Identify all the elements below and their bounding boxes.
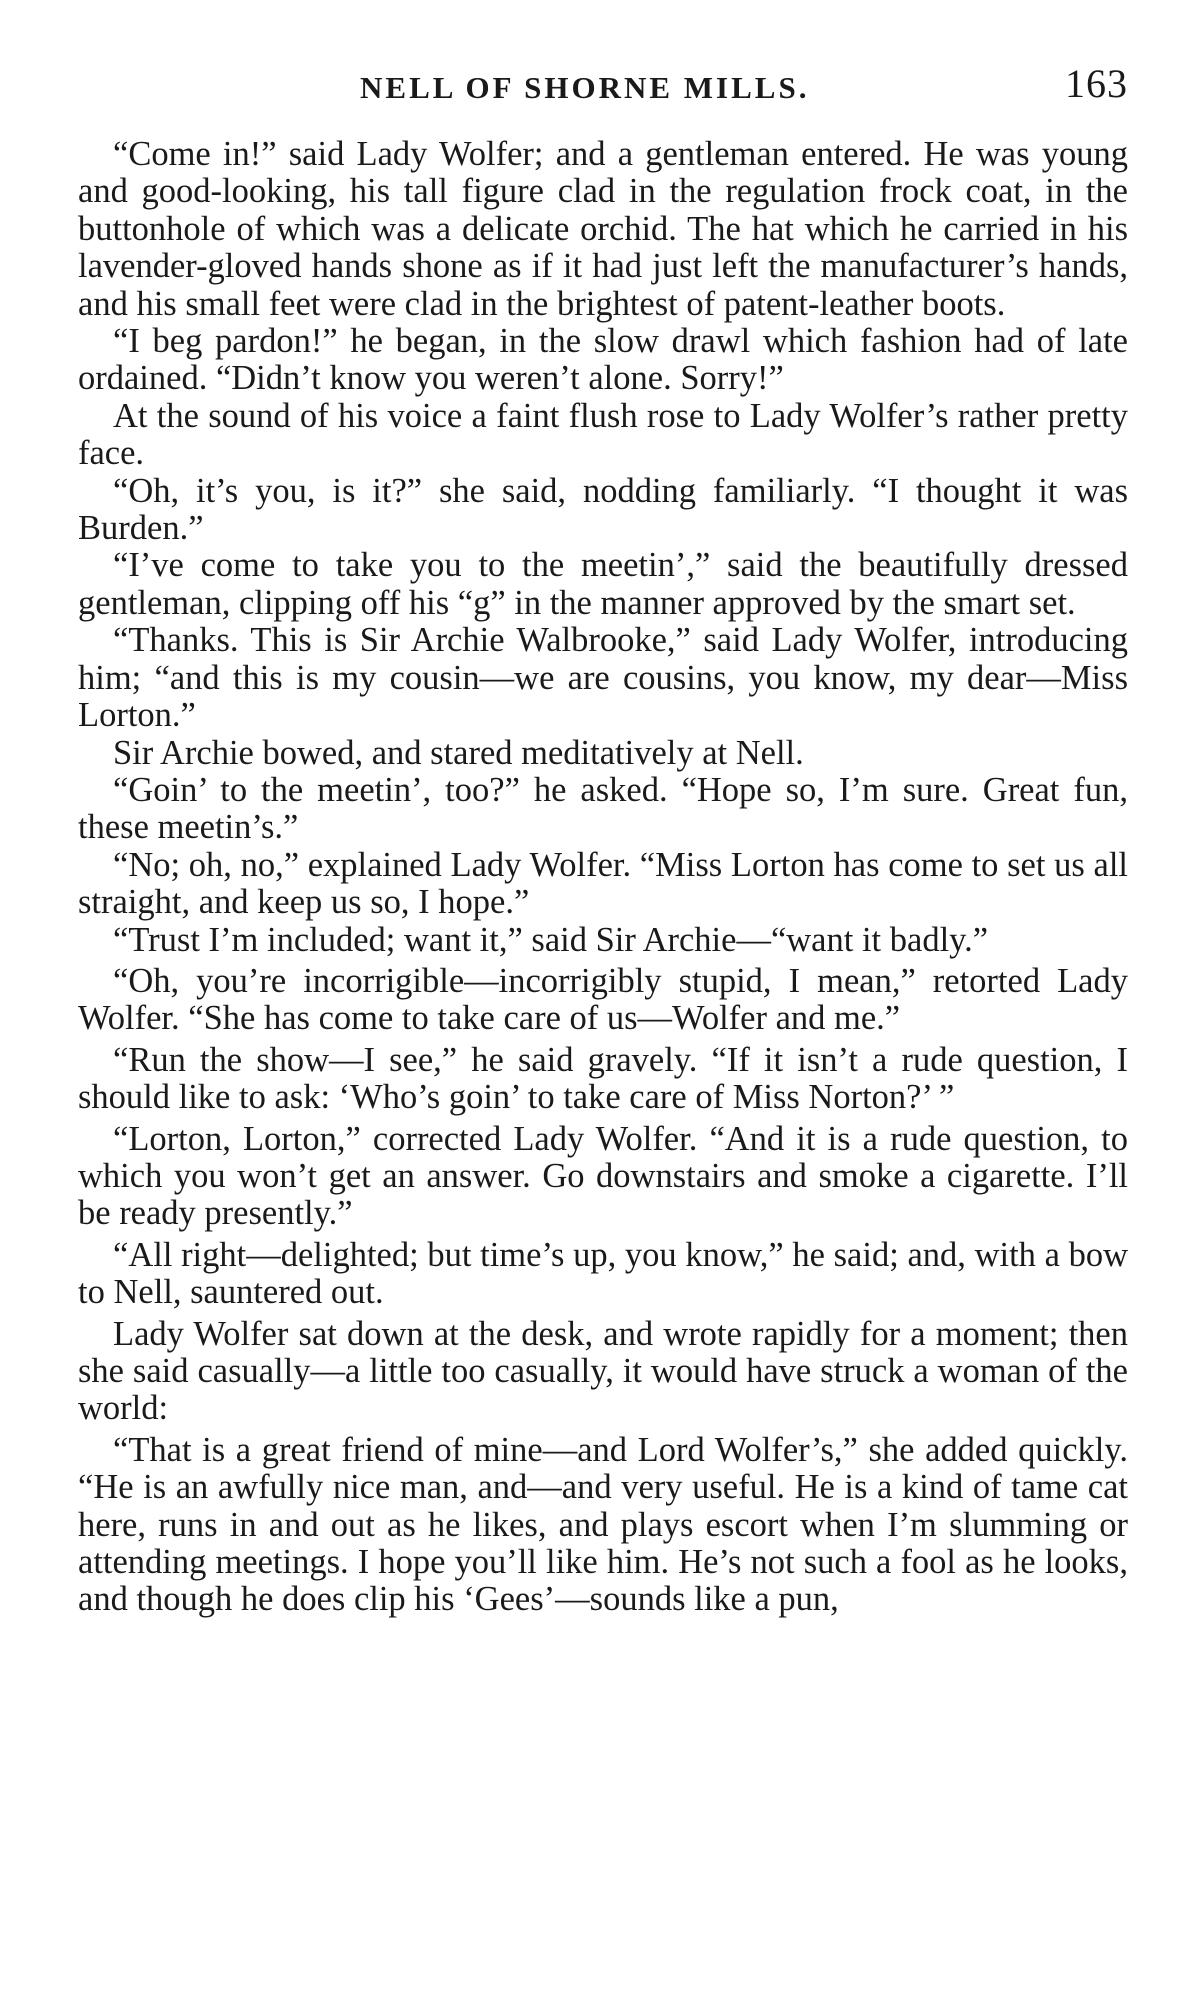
paragraph: “Trust I’m included; want it,” said Sir Archie—“want it badly.” [113,920,989,959]
paragraph: “Goin’ to the meetin’, too?” he asked. “Hope so, I’m sure. Great fun, these meetin’s.” [78,770,1128,847]
paragraph: “All right—delighted; but time’s up, you know,” he said; and, with a bow to Nell, sauntered out. [78,1235,1128,1312]
paragraph: At the sound of his voice a faint flush rose to Lady Wolfer’s rather pretty face. [78,396,1128,473]
running-title: NELL OF SHORNE MILLS. [360,70,810,105]
paragraph: “Oh, it’s you, is it?” she said, nodding familiarly. “I thought it was Burden.” [78,471,1128,548]
body-text [78,136,1128,1619]
paragraph: “Run the show—I see,” he said gravely. “If it isn’t a rude question, I should like to ask: ‘Who’s goin’ to take care of Miss Norton?’ ” [78,1040,1128,1117]
paragraph: “That is a great friend of mine—and Lord Wolfer’s,” she added quickly. “He is an awfully nice man, and—and very useful. He is a kind of tame cat here, runs in and out as he likes, and plays escort when I’m slumming or attending meetings. I hope you’ll like him. He’s not such a fool as he looks, and though he does clip his ‘Gees’—sounds like a pun, [78,1430,1128,1619]
paragraph: “Come in!” said Lady Wolfer; and a gentleman entered. He was young and good-looking, his tall figure clad in the regulation frock coat, in the buttonhole of which was a delicate orchid. The hat which he carried in his lavender-gloved hands shone as if it had just left the manufacturer’s hands, and his small feet were clad in the brightest of patent-leather boots. [78,135,1128,323]
book-page [78,60,1128,1990]
paragraph: “I’ve come to take you to the meetin’,” said the beautifully dressed gentleman, clipping off his “g” in the manner approved by the smart set. [78,546,1128,622]
paragraph: Sir Archie bowed, and stared meditatively at Nell. [113,733,804,772]
paragraph: “I beg pardon!” he began, in the slow drawl which fashion had of late ordained. “Didn’t know you weren’t alone. Sorry!” [78,322,1128,398]
running-head [78,60,1128,120]
paragraph: Lady Wolfer sat down at the desk, and wrote rapidly for a moment; then she said casually—a little too casually, it would have struck a woman of the world: [78,1314,1128,1428]
paragraph: “Lorton, Lorton,” corrected Lady Wolfer. “And it is a rude question, to which you won’t get an answer. Go downstairs and smoke a cigarette. I’ll be ready presently.” [78,1119,1128,1233]
page-number: 163 [1065,61,1128,106]
paragraph: “No; oh, no,” explained Lady Wolfer. “Miss Lorton has come to set us all straight, and keep us so, I hope.” [78,845,1128,922]
paragraph: “Oh, you’re incorrigible—incorrigibly stupid, I mean,” retorted Lady Wolfer. “She has come to take care of us—Wolfer and me.” [78,961,1128,1038]
paragraph: “Thanks. This is Sir Archie Walbrooke,” said Lady Wolfer, introducing him; “and this is my cousin—we are cousins, you know, my dear—Miss Lorton.” [78,621,1128,735]
